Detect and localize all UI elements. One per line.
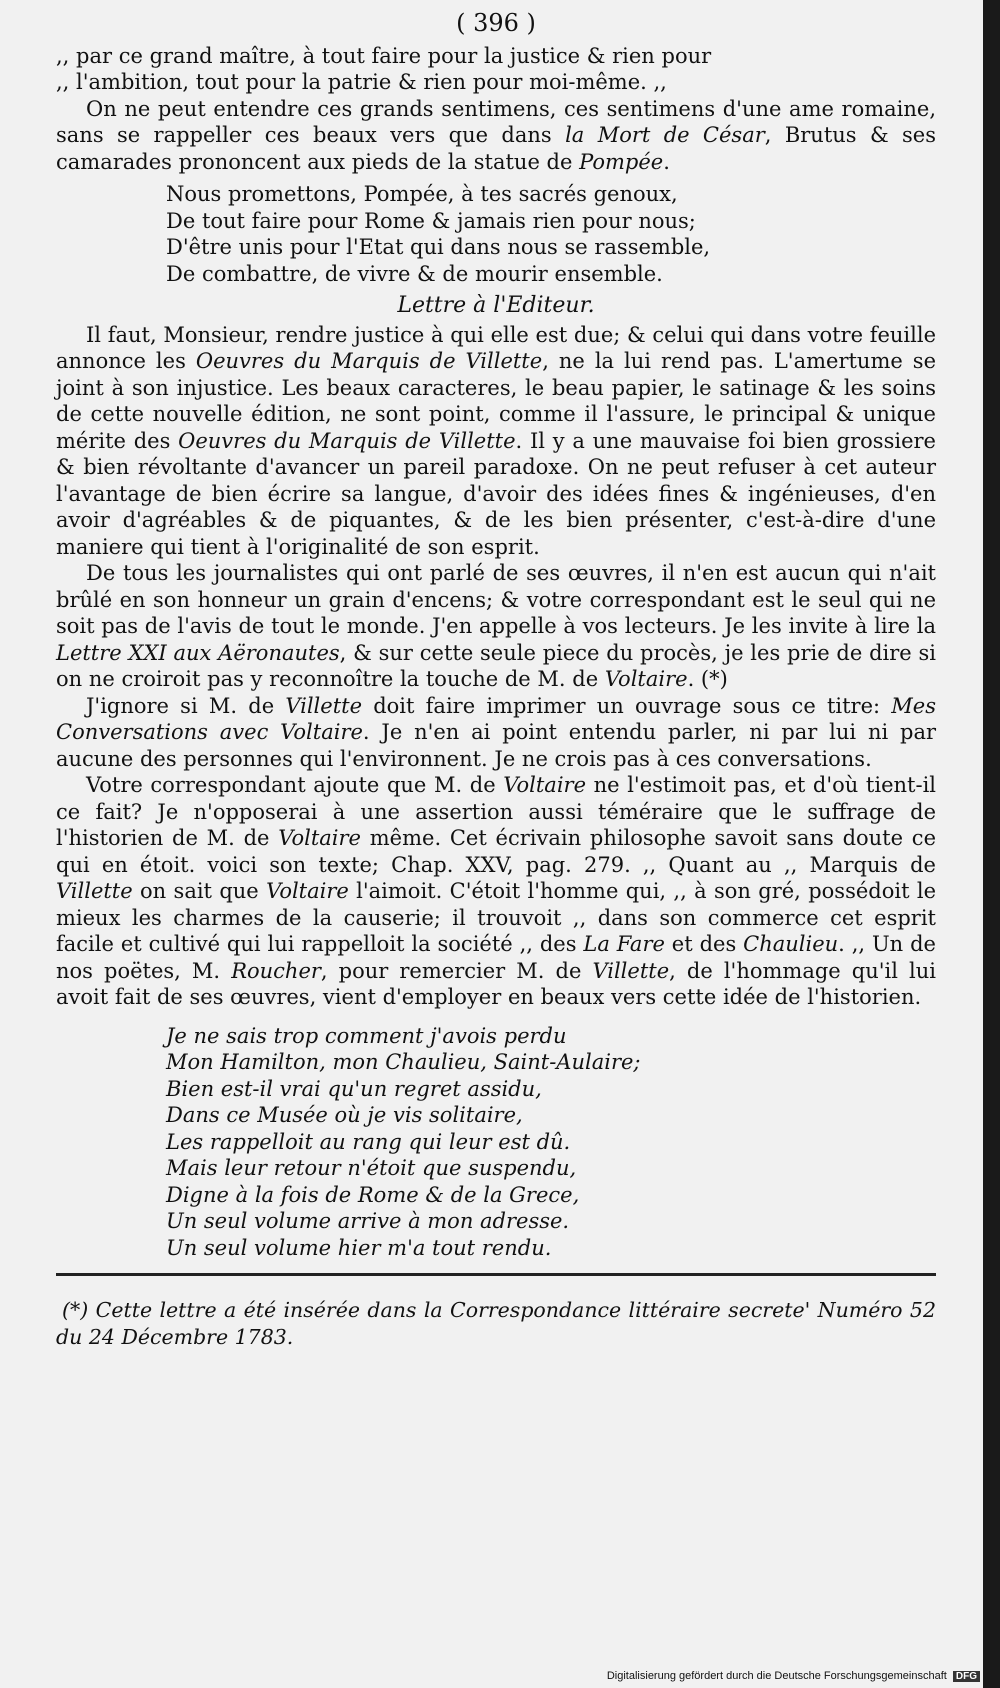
verse-line: Dans ce Musée où je vis solitaire, bbox=[166, 1103, 523, 1127]
verse-line: Un seul volume hier m'a tout rendu. bbox=[166, 1235, 552, 1260]
paragraph-1: On ne peut entendre ces grands sentimens, ces sentimens d'une ame romaine, sans se rappeller ces beaux vers que dans la Mort de César, Brutus & ses camarades prononcent aux pieds de la statue de Pompée. bbox=[56, 96, 936, 174]
footnote: (*) Cette lettre a été insérée dans la Correspondance littéraire secrete' Numéro 52 du 24 Décembre 1783. bbox=[56, 1297, 936, 1349]
verse-block-1 bbox=[166, 181, 936, 287]
digitization-credit bbox=[607, 1670, 980, 1682]
verse-line: Mais leur retour n'étoit que suspendu, bbox=[166, 1156, 577, 1180]
verse-block-2 bbox=[166, 1023, 936, 1262]
page-number: ( 396 ) bbox=[456, 9, 536, 37]
footnote-divider bbox=[56, 1273, 936, 1276]
verse-line: Bien est-il vrai qu'un regret assidu, bbox=[166, 1076, 542, 1101]
verse-line: Digne à la fois de Rome & de la Grece, bbox=[166, 1182, 580, 1207]
verse-line: De tout faire pour Rome & jamais rien pour nous; bbox=[166, 208, 696, 233]
verse-line: Un seul volume arrive à mon adresse. bbox=[166, 1209, 570, 1233]
quote-end bbox=[56, 43, 936, 96]
credit-text: Digitalisierung gefördert durch die Deutsche Forschungsgemeinschaft bbox=[606, 1670, 947, 1682]
quote-line-1: ,, par ce grand maître, à tout faire pour la justice & rien pour bbox=[56, 43, 712, 68]
dfg-logo: DFG bbox=[953, 1671, 980, 1682]
quote-line-2: ,, l'ambition, tout pour la patrie & rien pour moi-même. ,, bbox=[56, 70, 667, 94]
paragraph-4: J'ignore si M. de Villette doit faire imprimer un ouvrage sous ce titre: Mes Conversations avec Voltaire. Je n'en ai point entendu parler, ni par lui ni par aucune des personnes qui l'environnent. Je ne crois pas à ces conversations. bbox=[56, 693, 937, 771]
paragraph-2: Il faut, Monsieur, rendre justice à qui elle est due; & celui qui dans votre feuille annonce les Oeuvres du Marquis de Villette, ne la lui rend pas. L'amertume se joint à son injustice. Les beaux caracteres, le beau papier, le satinage & les soins de cette nouvelle édition, ne sont point, comme il l'assure, le principal & unique mérite des Oeuvres du Marquis de Villette. Il y a une mauvaise foi bien grossiere & bien révoltante d'avancer un pareil paradoxe. On ne peut refuser à cet auteur l'avantage de bien écrire sa langue, d'avoir des idées fines & ingénieuses, d'en avoir d'agréables & de piquantes, & de les bien présenter, c'est-à-dire d'une maniere qui tient à l'originalité de son esprit. bbox=[56, 322, 936, 559]
verse-line: Je ne sais trop comment j'avois perdu bbox=[166, 1023, 567, 1048]
paragraph-3: De tous les journalistes qui ont parlé de ses œuvres, il n'en est aucun qui n'ait brûlé en son honneur un grain d'encens; & votre correspondant est le seul qui ne soit pas de l'avis de tout le monde. J'en appelle à vos lecteurs. Je les invite à lire la Lettre XXI aux Aëronautes, & sur cette seule piece du procès, je les prie de dire si on ne croiroit pas y reconnoître la touche de M. de Voltaire. (*) bbox=[56, 561, 936, 691]
verse-line: Nous promettons, Pompée, à tes sacrés genoux, bbox=[166, 182, 678, 206]
letter-heading: Lettre à l'Editeur. bbox=[397, 293, 595, 318]
verse-line: De combattre, de vivre & de mourir ensemble. bbox=[166, 261, 663, 286]
paragraph-5: Votre correspondant ajoute que M. de Voltaire ne l'estimoit pas, et d'où tient-il ce fait? Je n'opposerai à une assertion aussi téméraire que le suffrage de l'historien de M. de Voltaire même. Cet écrivain philosophe savoit sans doute ce qui en étoit. voici son texte; Chap. XXV, pag. 279. ,, Quant au ,, Marquis de Villette on sait que Voltaire l'aimoit. C'étoit l'homme qui, ,, à son gré, possédoit le mieux les charmes de la causerie; il trouvoit ,, dans son commerce cet esprit facile et cultivé qui lui rappelloit la société ,, des La Fare et des Chaulieu. ,, Un de nos poëtes, M. Roucher, pour remercier M. de Villette, de l'hommage qu'il lui avoit fait de ses œuvres, vient d'employer en beaux vers cette idée de l'historien. bbox=[56, 773, 937, 1009]
verse-line: D'être unis pour l'Etat qui dans nous se rassemble, bbox=[166, 235, 711, 259]
verse-line: Les rappelloit au rang qui leur est dû. bbox=[166, 1129, 571, 1154]
page-content bbox=[56, 10, 936, 1371]
verse-line: Mon Hamilton, mon Chaulieu, Saint-Aulaire; bbox=[166, 1050, 641, 1074]
scan-edge bbox=[983, 0, 1000, 1688]
